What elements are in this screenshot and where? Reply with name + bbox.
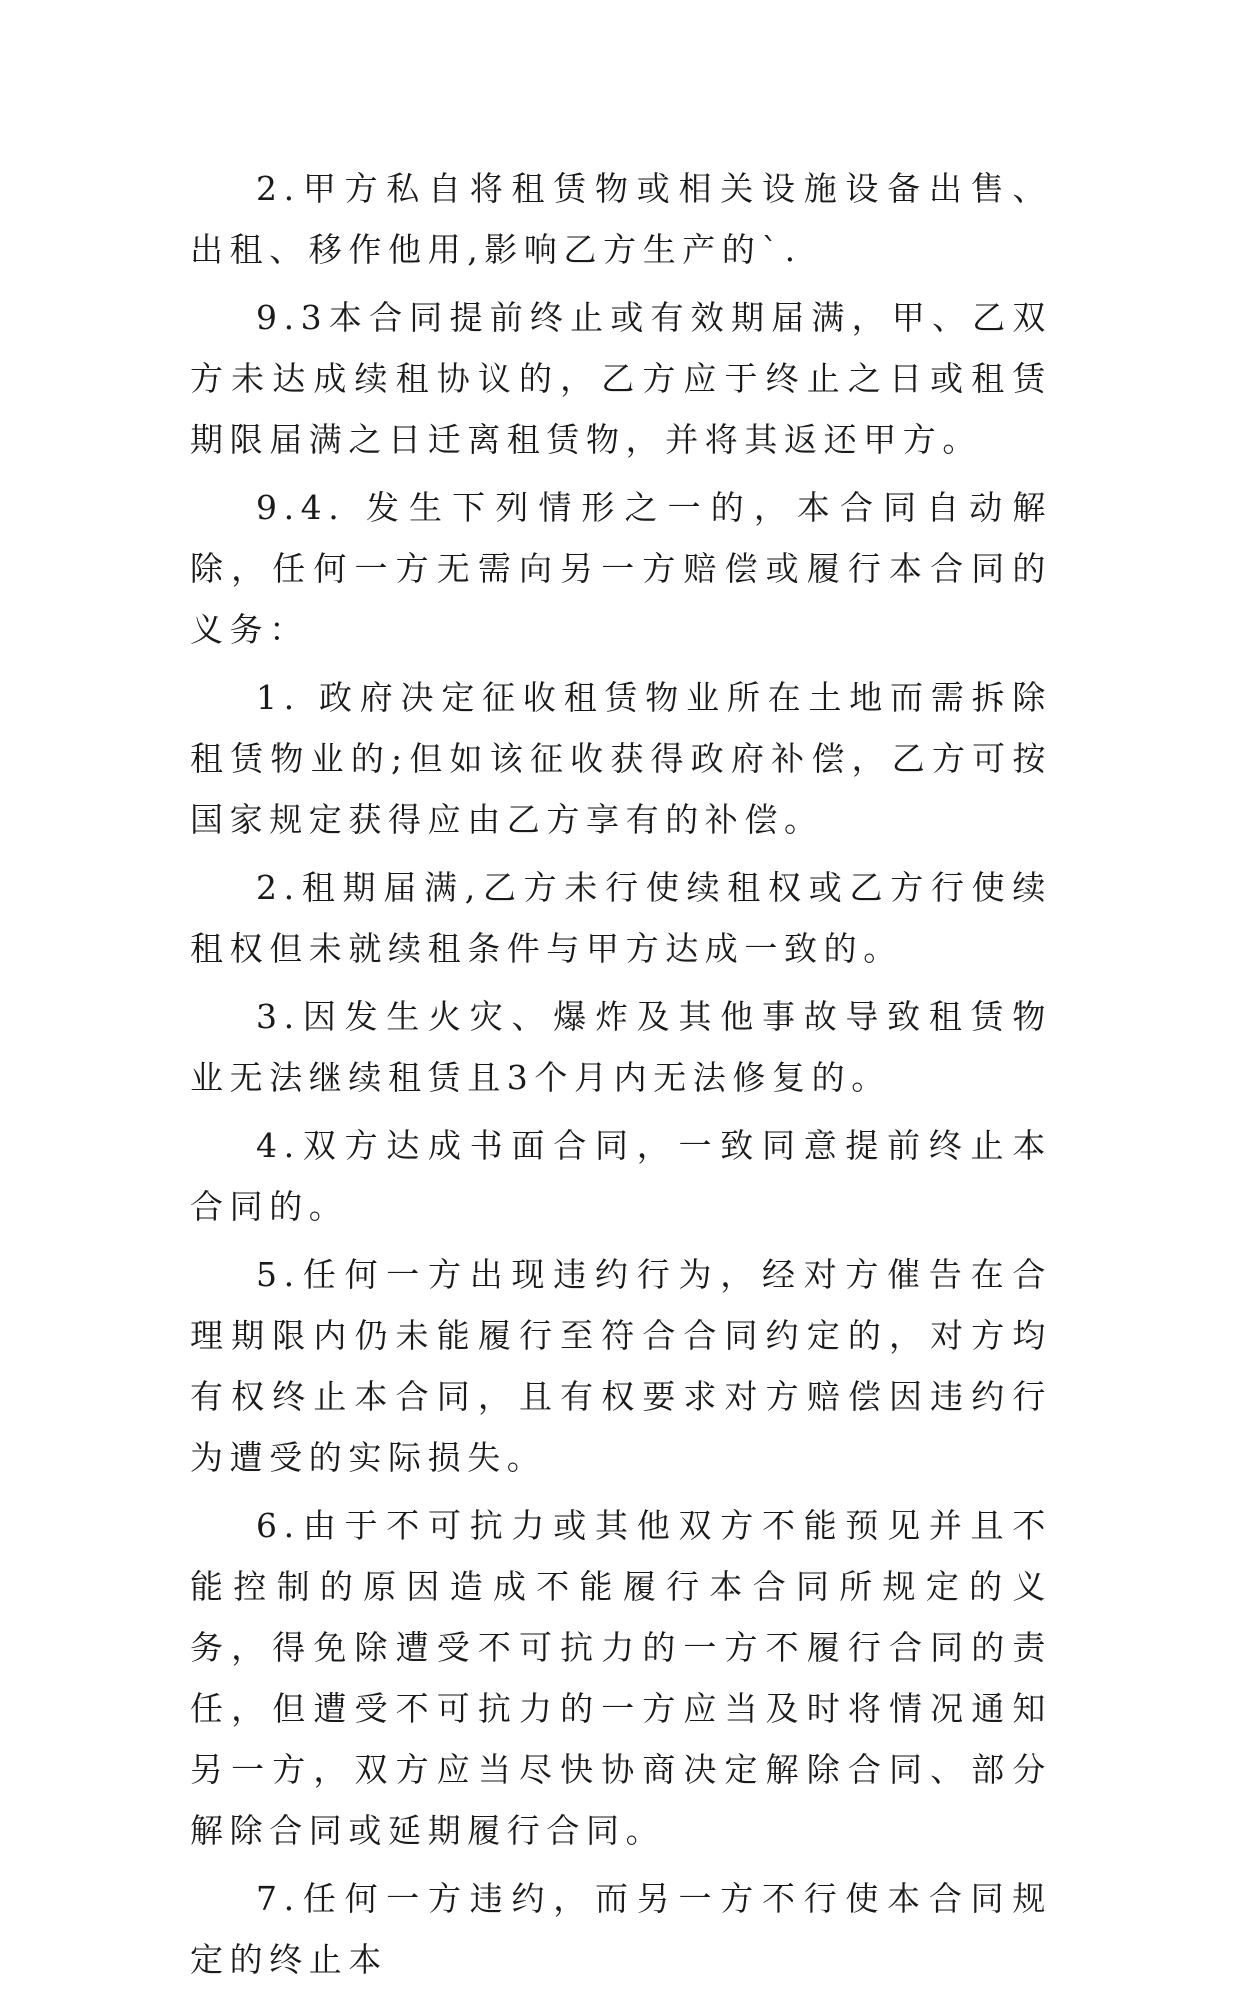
- paragraph-item-1: 1. 政府决定征收租赁物业所在土地而需拆除租赁物业的;但如该征收获得政府补偿，乙方可按国家规定获得应由乙方享有的补偿。: [190, 678, 1052, 839]
- paragraph-item-2: 2.租期届满,乙方未行使续租权或乙方行使续租权但未就续租条件与甲方达成一致的。: [190, 868, 1052, 968]
- document-body: [190, 158, 1052, 1997]
- paragraph-item-4: 4.双方达成书面合同，一致同意提前终止本合同的。: [190, 1126, 1052, 1226]
- paragraph-item-3: 3.因发生火灾、爆炸及其他事故导致租赁物业无法继续租赁且3个月内无法修复的。: [190, 997, 1052, 1097]
- paragraph-clause-9-3: 9.3本合同提前终止或有效期届满，甲、乙双方未达成续租协议的，乙方应于终止之日或租赁期限届满之日迁离租赁物，并将其返还甲方。: [190, 298, 1052, 459]
- paragraph-clause-2-sale: 2.甲方私自将租赁物或相关设施设备出售、出租、移作他用,影响乙方生产的`.: [190, 169, 1052, 269]
- paragraph-item-7: 7.任何一方违约，而另一方不行使本合同规定的终止本: [190, 1879, 1052, 1979]
- paragraph-item-6: 6.由于不可抗力或其他双方不能预见并且不能控制的原因造成不能履行本合同所规定的义务，得免除遭受不可抗力的一方不履行合同的责任，但遭受不可抗力的一方应当及时将情况通知另一方，双方应当尽快协商决定解除合同、部分解除合同或延期履行合同。: [190, 1506, 1052, 1850]
- paragraph-clause-9-4: 9.4. 发生下列情形之一的，本合同自动解除，任何一方无需向另一方赔偿或履行本合同的义务：: [190, 488, 1052, 649]
- paragraph-item-5: 5.任何一方出现违约行为，经对方催告在合理期限内仍未能履行至符合合同约定的，对方均有权终止本合同，且有权要求对方赔偿因违约行为遭受的实际损失。: [190, 1255, 1052, 1477]
